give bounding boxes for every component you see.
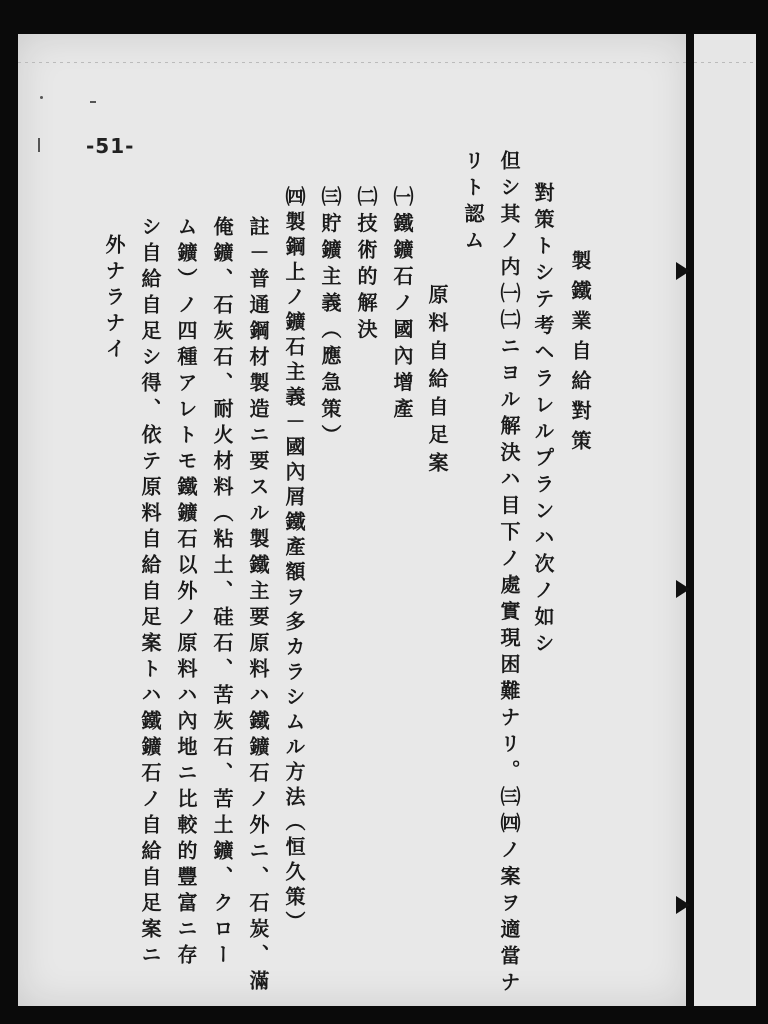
note-line: 外ナラナイ <box>102 234 126 364</box>
list-item: ㈣製鋼上ノ鑛石主義－國內屑鐵產額ヲ多カラシムル方法（恒久策） <box>282 186 306 936</box>
binding-notch <box>676 580 690 598</box>
scan-speck <box>40 96 43 99</box>
text-line: リト認ム <box>461 150 485 256</box>
binding-notch <box>676 262 690 280</box>
note-line: 註－普通鋼材製造ニ要スル製鐵主要原料ハ鐵鑛石ノ外ニ、石炭、滿 <box>246 216 270 996</box>
scan-speck <box>90 101 96 103</box>
binding-notch <box>676 896 690 914</box>
section-heading: 原料自給自足案 <box>425 284 449 480</box>
list-item: ㈠鐵鑛石ノ國內增產 <box>390 186 414 425</box>
text-line: 但シ其ノ内㈠㈡ニヨル解決ハ目下ノ處實現困難ナリ。㈢㈣ノ案ヲ適當ナ <box>497 150 521 998</box>
note-line: 俺鑛、石灰石、耐火材料（粘土、硅石、苦灰石、苦土鑛、クロー <box>210 216 234 970</box>
adjacent-page-edge <box>694 34 756 1006</box>
document-title: 製鐵業自給對策 <box>568 250 592 460</box>
scan-speck <box>38 138 40 152</box>
document-page <box>18 34 688 1006</box>
page-number: -51- <box>86 134 135 158</box>
list-item: ㈡技術的解決 <box>354 186 378 345</box>
note-line: シ自給自足シ得、依テ原料自給自足案トハ鐵鑛石ノ自給自足案ニ <box>138 216 162 970</box>
list-item: ㈢貯鑛主義（應急策） <box>318 186 342 451</box>
note-line: ム鑛）ノ四種アレトモ鐵鑛石以外ノ原料ハ內地ニ比較的豐富ニ存 <box>174 216 198 970</box>
text-line: 對策トシテ考ヘラレルプランハ次ノ如シ <box>531 182 555 659</box>
book-binding <box>686 34 694 1006</box>
